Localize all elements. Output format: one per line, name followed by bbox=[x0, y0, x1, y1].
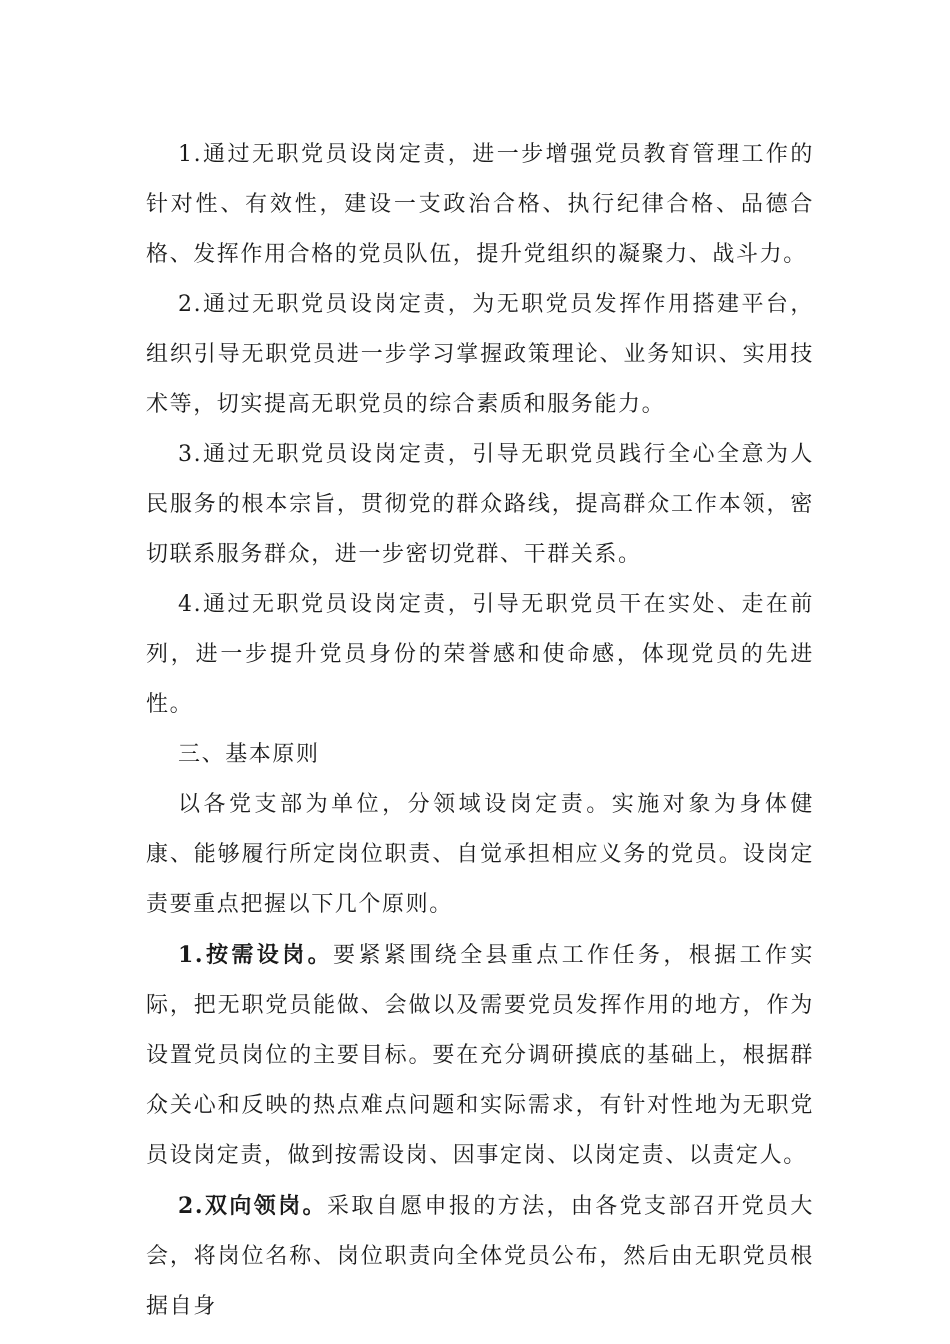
principle-1-lead: 1.按需设岗。 bbox=[178, 942, 334, 968]
goal-paragraph-2-text: 2.通过无职党员设岗定责，为无职党员发挥作用搭建平台，组织引导无职党员进一步学习掌握政策理论、业务知识、实用技术等，切实提高无职党员的综合素质和服务能力。 bbox=[146, 292, 814, 417]
section-heading: 三、基本原则 bbox=[178, 742, 320, 767]
goal-paragraph-3 bbox=[146, 430, 814, 580]
goal-paragraph-4 bbox=[146, 580, 814, 730]
goal-paragraph-1-text: 1.通过无职党员设岗定责，进一步增强党员教育管理工作的针对性、有效性，建设一支政治合格、执行纪律合格、品德合格、发挥作用合格的党员队伍，提升党组织的凝聚力、战斗力。 bbox=[146, 142, 814, 267]
goal-paragraph-3-text: 3.通过无职党员设岗定责，引导无职党员践行全心全意为人民服务的根本宗旨，贯彻党的群众路线，提高群众工作本领，密切联系服务群众，进一步密切党群、干群关系。 bbox=[146, 442, 814, 567]
goal-paragraph-4-text: 4.通过无职党员设岗定责，引导无职党员干在实处、走在前列，进一步提升党员身份的荣誉感和使命感，体现党员的先进性。 bbox=[146, 592, 814, 717]
principle-paragraph-1 bbox=[146, 930, 814, 1181]
goal-paragraph-2 bbox=[146, 280, 814, 430]
principle-1-text: 要紧紧围绕全县重点工作任务，根据工作实际，把无职党员能做、会做以及需要党员发挥作用的地方，作为设置党员岗位的主要目标。要在充分调研摸底的基础上，根据群众关心和反映的热点难点问题和实际需求，有针对性地为无职党员设岗定责，做到按需设岗、因事定岗、以岗定责、以责定人。 bbox=[146, 943, 814, 1168]
document-body bbox=[146, 130, 814, 1332]
principle-2-lead: 2.双向领岗。 bbox=[178, 1193, 327, 1219]
principles-intro: 以各党支部为单位，分领域设岗定责。实施对象为身体健康、能够履行所定岗位职责、自觉承担相应义务的党员。设岗定责要重点把握以下几个原则。 bbox=[146, 792, 814, 917]
principle-2-text: 采取自愿申报的方法，由各党支部召开党员大会，将岗位名称、岗位职责向全体党员公布，然后由无职党员根据自身 bbox=[146, 1194, 814, 1319]
principle-paragraph-2 bbox=[146, 1181, 814, 1332]
goal-paragraph-1 bbox=[146, 130, 814, 280]
